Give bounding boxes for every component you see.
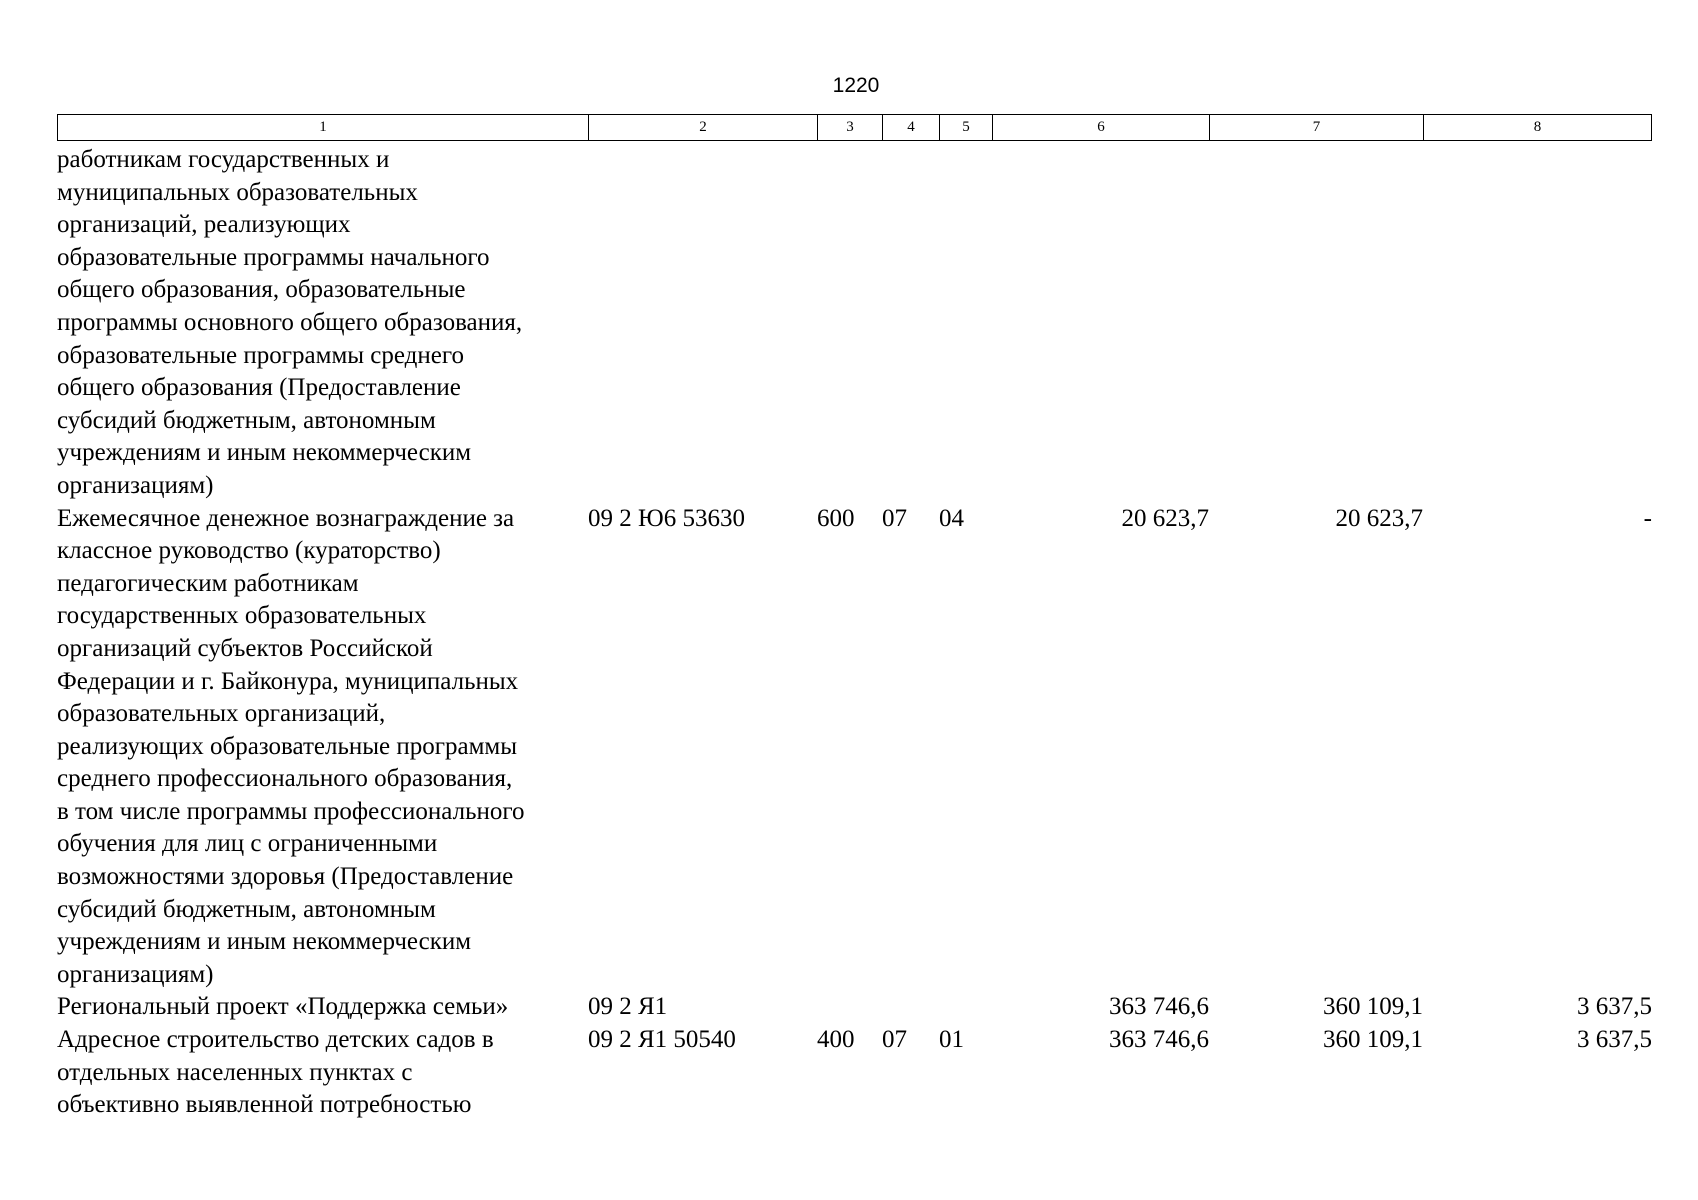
federal-amount xyxy=(1209,144,1423,503)
total-amount: 363 746,6 xyxy=(1109,993,1209,1021)
description-line: Региональный проект «Поддержка семьи» xyxy=(57,993,509,1021)
target-article-code: 09 2 Я1 50540 xyxy=(588,1026,736,1054)
description-line: классное руководство (кураторство) xyxy=(57,537,441,565)
row-description xyxy=(57,1024,588,1122)
description-line: общего образования (Предоставление xyxy=(57,374,461,402)
column-header-8: 8 xyxy=(1423,114,1652,141)
expense-type-code: 400 xyxy=(817,1026,855,1054)
federal-amount: 20 623,7 xyxy=(1335,504,1423,532)
description-line: муниципальных образовательных xyxy=(57,178,418,206)
description-line: Федерации и г. Байконура, муниципальных xyxy=(57,667,519,695)
column-header-3: 3 xyxy=(817,114,882,141)
regional-amount: 3 637,5 xyxy=(1577,1026,1652,1054)
subsection-code xyxy=(939,991,992,1024)
description-line: программы основного общего образования, xyxy=(57,308,523,336)
subsection-code xyxy=(939,144,992,503)
column-header-4: 4 xyxy=(882,114,939,141)
description-line: образовательные программы среднего xyxy=(57,341,464,369)
section-code: 07 xyxy=(882,1026,907,1054)
expense-type-code: 600 xyxy=(817,504,855,532)
description-line: организаций, реализующих xyxy=(57,211,351,239)
subsection-code: 04 xyxy=(939,504,964,532)
description-line: работникам государственных и xyxy=(57,146,390,173)
description-line: среднего профессионального образования, xyxy=(57,765,513,793)
description-line: общего образования, образовательные xyxy=(57,276,466,304)
regional-amount xyxy=(1423,144,1652,503)
section-code xyxy=(882,991,939,1024)
column-header-2: 2 xyxy=(588,114,817,141)
federal-amount: 360 109,1 xyxy=(1323,1026,1423,1054)
total-amount: 363 746,6 xyxy=(1109,1026,1209,1054)
expense-type-code xyxy=(817,144,882,503)
federal-amount: 360 109,1 xyxy=(1323,993,1423,1021)
description-line: учреждениям и иным некоммерческим xyxy=(57,439,472,467)
description-line: реализующих образовательные программы xyxy=(57,732,518,760)
subsection-code: 01 xyxy=(939,1026,964,1054)
description-line: Ежемесячное денежное вознаграждение за xyxy=(57,504,515,532)
target-article-code xyxy=(588,144,817,503)
description-line: Адресное строительство детских садов в xyxy=(57,1026,494,1054)
description-line: учреждениям и иным некоммерческим xyxy=(57,928,472,956)
description-line: субсидий бюджетным, автономным xyxy=(57,406,436,434)
row-description xyxy=(57,144,588,503)
target-article-code: 09 2 Я1 xyxy=(588,993,668,1021)
total-amount xyxy=(992,144,1209,503)
description-line: образовательные программы начального xyxy=(57,243,490,271)
column-header-1: 1 xyxy=(57,114,588,141)
column-header-7: 7 xyxy=(1209,114,1423,141)
description-line: организациям) xyxy=(57,960,214,988)
expense-type-code xyxy=(817,991,882,1024)
column-header-6: 6 xyxy=(992,114,1209,141)
regional-amount: 3 637,5 xyxy=(1577,993,1652,1021)
row-description xyxy=(57,991,588,1024)
regional-amount: - xyxy=(1643,504,1652,532)
description-line: субсидий бюджетным, автономным xyxy=(57,895,436,923)
description-line: государственных образовательных xyxy=(57,602,427,630)
description-line: отдельных населенных пунктах с xyxy=(57,1058,413,1086)
page-number: 1220 xyxy=(832,74,880,97)
description-line: образовательных организаций, xyxy=(57,700,386,728)
budget-table xyxy=(57,114,1652,1122)
section-code: 07 xyxy=(882,504,907,532)
description-line: организациям) xyxy=(57,471,214,499)
target-article-code: 09 2 Ю6 53630 xyxy=(588,504,745,532)
description-line: в том числе программы профессионального xyxy=(57,797,525,825)
description-line: обучения для лиц с ограниченными xyxy=(57,830,438,858)
total-amount: 20 623,7 xyxy=(1121,504,1209,532)
column-header-5: 5 xyxy=(939,114,992,141)
description-line: педагогическим работникам xyxy=(57,569,359,597)
row-description xyxy=(57,503,588,992)
description-line: возможностями здоровья (Предоставление xyxy=(57,863,514,891)
description-line: объективно выявленной потребностью xyxy=(57,1091,472,1119)
section-code xyxy=(882,144,939,503)
description-line: организаций субъектов Российской xyxy=(57,634,433,662)
